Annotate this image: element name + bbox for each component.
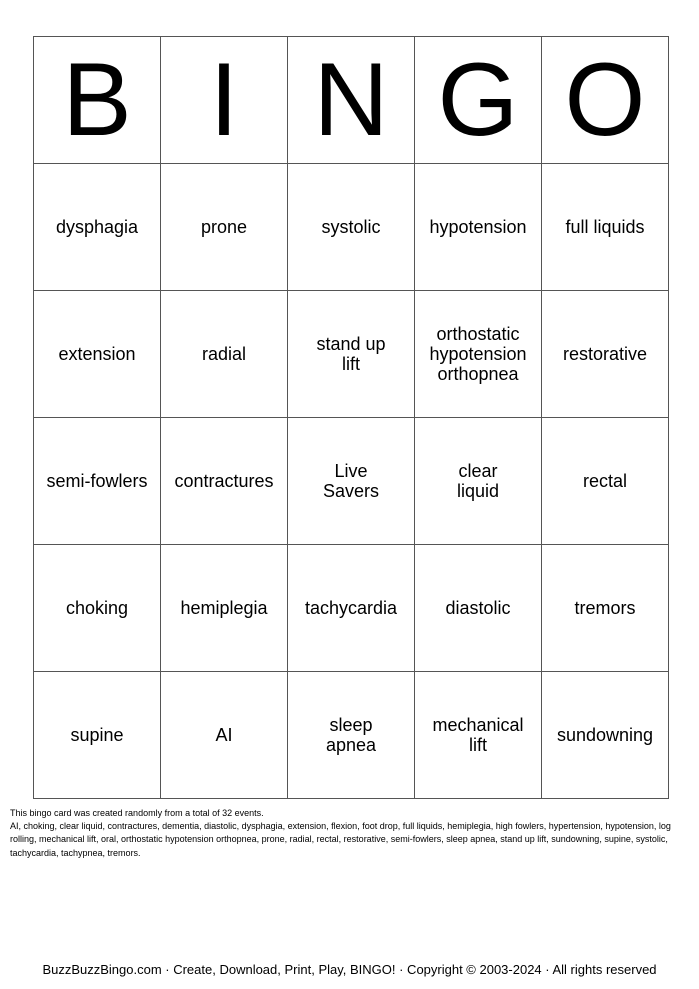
header-letter-i: I bbox=[161, 37, 288, 164]
card-cell: orthostatic hypotension orthopnea bbox=[415, 291, 542, 418]
card-cell: hypotension bbox=[415, 164, 542, 291]
header-letter-n: N bbox=[288, 37, 415, 164]
card-cell: contractures bbox=[161, 418, 288, 545]
header-letter-b: B bbox=[34, 37, 161, 164]
card-cell: stand up lift bbox=[288, 291, 415, 418]
card-row bbox=[34, 418, 669, 545]
card-cell: choking bbox=[34, 545, 161, 672]
card-cell: extension bbox=[34, 291, 161, 418]
notes-event-list: AI, choking, clear liquid, contractures, dementia, diastolic, dysphagia, extension, flexion, foot drop, full liquids, hemiplegia, high fowlers, hypertension, hypotension, log rolling, mechanical lift, oral, orthostatic hypotension orthopnea, prone, radial, rectal, restorative, semi-fowlers, sleep apnea, stand up lift, sundowning, supine, systolic, tachycardia, tachypnea, tremors. bbox=[10, 821, 671, 858]
card-cell: AI bbox=[161, 672, 288, 799]
card-cell: restorative bbox=[542, 291, 669, 418]
card-cell: sleep apnea bbox=[288, 672, 415, 799]
card-cell: radial bbox=[161, 291, 288, 418]
bingo-card bbox=[33, 36, 669, 799]
card-cell: tremors bbox=[542, 545, 669, 672]
card-row bbox=[34, 672, 669, 799]
card-cell: mechanical lift bbox=[415, 672, 542, 799]
card-cell: rectal bbox=[542, 418, 669, 545]
card-cell: diastolic bbox=[415, 545, 542, 672]
card-cell: sundowning bbox=[542, 672, 669, 799]
notes-summary: This bingo card was created randomly from a total of 32 events. bbox=[10, 808, 264, 818]
header-letter-g: G bbox=[415, 37, 542, 164]
card-cell: hemiplegia bbox=[161, 545, 288, 672]
card-cell: dysphagia bbox=[34, 164, 161, 291]
header-row bbox=[34, 37, 669, 164]
card-row bbox=[34, 291, 669, 418]
card-cell: supine bbox=[34, 672, 161, 799]
card-cell: semi-fowlers bbox=[34, 418, 161, 545]
card-row bbox=[34, 164, 669, 291]
card-notes bbox=[10, 807, 692, 860]
footer-copyright: BuzzBuzzBingo.com · Create, Download, Print, Play, BINGO! · Copyright © 2003-2024 · All rights reserved bbox=[42, 962, 657, 977]
card-cell: full liquids bbox=[542, 164, 669, 291]
card-row bbox=[34, 545, 669, 672]
card-cell: systolic bbox=[288, 164, 415, 291]
header-letter-o: O bbox=[542, 37, 669, 164]
card-cell: clear liquid bbox=[415, 418, 542, 545]
card-cell: Live Savers bbox=[288, 418, 415, 545]
card-cell: tachycardia bbox=[288, 545, 415, 672]
card-cell: prone bbox=[161, 164, 288, 291]
